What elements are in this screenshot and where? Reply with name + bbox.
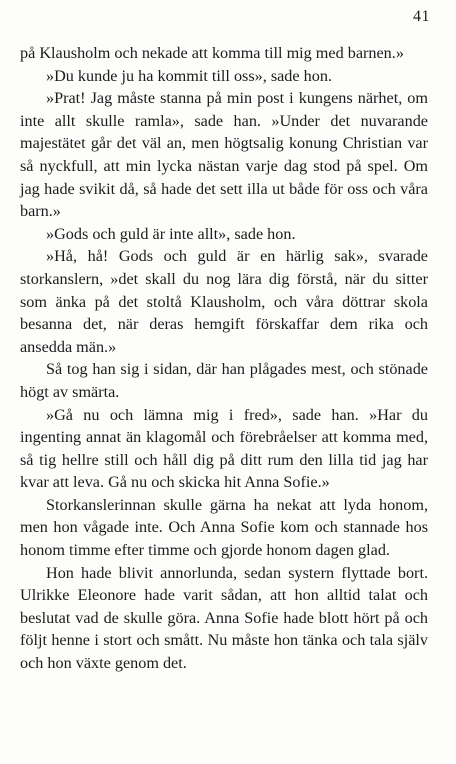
page-number: 41 bbox=[413, 8, 430, 25]
paragraph-8: Storkanslerinnan skulle gärna ha nekat att lyda honom, men hon vågade inte. Och Anna Sofie kom och stannade hos honom timme efter timme och gjorde honom dagen glad. bbox=[20, 495, 428, 560]
paragraph-1: på Klausholm och nekade att komma till mig med barnen.» bbox=[20, 44, 404, 62]
paragraph-5: »Hå, hå! Gods och guld är en härlig sak», svarade storkanslern, »det skall du nog lära dig förstå, när du sitter som änka på det stoltå Klausholm, och våra döttrar skola besanna det, när deras hemgift förskaffar dem rika och ansedda män.» bbox=[20, 247, 428, 356]
paragraph-2: »Du kunde ju ha kommit till oss», sade hon. bbox=[46, 66, 332, 85]
page-text-body bbox=[20, 42, 428, 675]
paragraph-6: Så tog han sig i sidan, där han plågades mest, och stönade högt av smärta. bbox=[20, 360, 428, 401]
paragraph-9: Hon hade blivit annorlunda, sedan systern flyttade bort. Ulrikke Eleonore hade varit sådan, att hon alltid talat och beslutat vad de skulle göra. Anna Sofie hade blott hört på och följt henne i stort och smått. Nu måste hon tänka och tala själv och hon växte genom det. bbox=[20, 563, 428, 673]
paragraph-3: »Prat! Jag måste stanna på min post i kungens närhet, om inte allt skulle ramla», sade han. »Under det nuvarande majestätet går det väl an, men högtsalig konung Christian var så nyckfull, att min lycka nästan varje dag stod på spel. Om jag hade svikit då, så hade det sett illa ut både för oss och våra barn.» bbox=[20, 89, 428, 221]
paragraph-7: »Gå nu och lämna mig i fred», sade han. »Har du ingenting annat än klagomål och förebråelser att komma med, så tig hellre still och håll dig på ditt rum den lilla tid jag har kvar att leva. Gå nu och skicka hit Anna Sofie.» bbox=[20, 405, 428, 492]
paragraph-4: »Gods och guld är inte allt», sade hon. bbox=[46, 224, 296, 243]
